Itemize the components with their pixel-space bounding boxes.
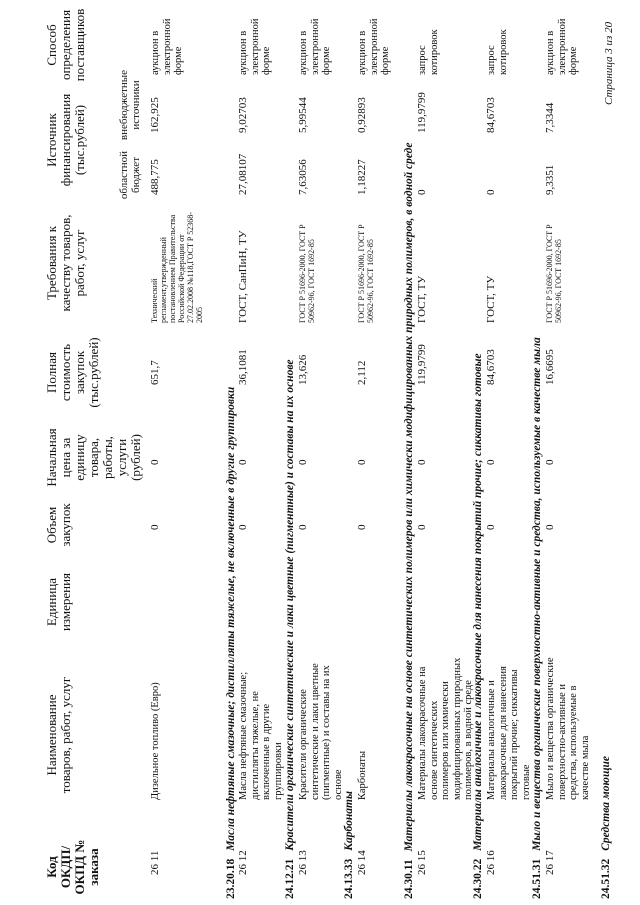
header-price: Начальная цена за единицу товара, работы, услуги (рублей) [44,428,143,487]
section-3 [343,791,355,899]
row-6-method: запрос котировок [486,29,509,75]
row-7-total: 16,6695 [544,349,556,385]
row-7-extra: 7,3344 [544,102,556,133]
row-5-num: 26 15 [416,850,428,875]
row-2-extra: 9,02703 [237,97,249,133]
row-5-total: 119,9799 [416,344,428,385]
header-finance: Источник финансирования (тыс.рублей) [44,93,87,187]
row-6-volume: 0 [485,524,497,530]
section-2-title: Красители органические синтетические и лаки цветные (пигментные) и составы на их основе [284,359,296,851]
row-1-name: Дизельное топливо (Евро) [150,682,161,800]
row-1-budget: 488,775 [149,159,161,195]
section-6 [531,337,543,899]
row-3-requirements: ГОСТ Р 51696-2000, ГОСТ Р 50962-96, ГОСТ 1692-85 [298,224,316,323]
header-unit: Единица измерения [44,572,73,632]
section-6-title: Мыло и вещества органические поверхностно-активные и средства, используемые в качестве мыла [531,337,543,851]
header-method: Способ определения поставщиков [44,8,87,82]
header-code: Код ОКДП/ ОКПД № заказа [44,839,101,895]
row-2-requirements: ГОСТ, СанПиН, ТУ [237,230,249,323]
row-4-total: 2,112 [356,360,368,385]
section-1 [225,387,237,899]
row-6-budget: 0 [485,189,497,195]
row-5-budget: 0 [416,189,428,195]
row-3-budget: 7,63056 [297,159,309,195]
row-3-total: 13,626 [297,354,309,385]
row-1-method: аукцион в электронной форме [150,18,184,75]
row-3-method: аукцион в электронной форме [298,18,332,75]
header-budget: областной бюджет [118,150,142,200]
section-4-code: 24.30.11 [403,859,415,899]
row-2-price: 0 [237,459,249,465]
row-5-name: Материалы лакокрасочные на основе синтетических полимеров или химически модифицированных природных полимеров, в водной среде [417,657,474,800]
row-5-extra: 119,9799 [416,92,428,133]
row-1-total: 651,7 [149,360,161,385]
row-6-num: 26 16 [485,850,497,875]
section-3-code: 24.13.33 [343,858,355,899]
header-extrabudget: внебюджетные источники [118,69,142,141]
section-2-code: 24.12.21 [284,858,296,899]
row-6-extra: 84,6703 [485,97,497,133]
row-2-budget: 27,08107 [237,153,249,195]
row-5-price: 0 [416,459,428,465]
header-volume: Объем закупок [44,503,73,547]
row-7-price: 0 [544,459,556,465]
row-4-requirements: ГОСТ Р 51696-2000, ГОСТ Р 50962-96, ГОСТ 1692-85 [357,224,375,323]
row-7-num: 26 17 [544,850,556,875]
row-4-name: Карбонаты [357,750,368,800]
row-7-volume: 0 [544,524,556,530]
row-7-name: Мыло и вещества органические поверхностно-активные и средства, используемые в качестве мыла [545,657,591,800]
section-4 [403,143,415,899]
section-5 [472,353,484,899]
row-3-num: 26 13 [297,850,309,875]
header-name: Наименование товаров, работ, услуг [44,676,73,794]
section-7 [600,756,612,899]
section-7-title: Средства моющие [600,755,612,851]
row-5-requirements: ГОСТ, ТУ [416,275,428,323]
row-2-num: 26 12 [237,850,249,875]
row-1-volume: 0 [149,524,161,530]
row-3-name: Красители органические синтетические и лаки цветные (пигментные) и составы на их основе [298,663,344,800]
row-5-method: запрос котировок [417,29,440,75]
section-7-code: 24.51.32 [600,858,612,899]
row-5-volume: 0 [416,524,428,530]
row-6-total: 84,6703 [485,349,497,385]
row-4-extra: 0,92893 [356,97,368,133]
header-total: Полная стоимость закупок (тыс.рублей) [44,337,101,408]
row-3-volume: 0 [297,524,309,530]
row-6-price: 0 [485,459,497,465]
row-3-price: 0 [297,459,309,465]
row-2-total: 36,1081 [237,349,249,385]
row-1-num: 26 11 [149,850,161,875]
header-requirements: Требования к качеству товаров, работ, услуг [44,214,87,312]
row-7-budget: 9,3351 [544,164,556,195]
row-4-price: 0 [356,459,368,465]
row-3-extra: 5,99544 [297,97,309,133]
section-5-title: Материалы аналогичные и лакокрасочные для нанесения покрытий прочие; сиккативы готовые [472,353,484,851]
row-2-volume: 0 [237,524,249,530]
row-1-price: 0 [149,459,161,465]
section-6-code: 24.51.31 [531,858,543,899]
row-7-requirements: ГОСТ Р 51696-2000, ГОСТ Р 50962-96, ГОСТ 1692-85 [545,224,563,323]
section-3-title: Карбонаты [343,791,355,851]
section-2 [284,360,296,899]
row-7-method: аукцион в электронной форме [545,18,579,75]
row-2-name: Масла нефтяные смазочные; дистилляты тяжелые, не включенные в другие группировки [238,671,284,800]
row-4-volume: 0 [356,524,368,530]
row-4-budget: 1,18227 [356,159,368,195]
row-6-requirements: ГОСТ, ТУ [485,275,497,323]
row-2-method: аукцион в электронной форме [238,18,272,75]
section-5-code: 24.30.22 [472,858,484,899]
row-1-requirements: Технический регламент,утвержденный постановлением Правительства Российской Федерации от 27.02.2008 №118,ГОСТ Р 52368-2005 [150,212,204,323]
row-4-num: 26 14 [356,850,368,875]
row-4-method: аукцион в электронной форме [357,18,391,75]
section-1-code: 23.20.18 [225,858,237,899]
row-1-extra: 162,925 [149,97,161,133]
section-1-title: Масла нефтяные смазочные; дистилляты тяжелые, не включенные в другие группировки [225,386,237,851]
row-6-name: Материалы аналогичные и лакокрасочные для нанесения покрытий прочие; сиккативы готовые [486,666,532,800]
page-number: Страница 3 из 20 [603,21,615,105]
section-4-title: Материалы лакокрасочные на основе синтетических полимеров или химически модифицированных природных полимеров, в водной среде [403,142,415,852]
